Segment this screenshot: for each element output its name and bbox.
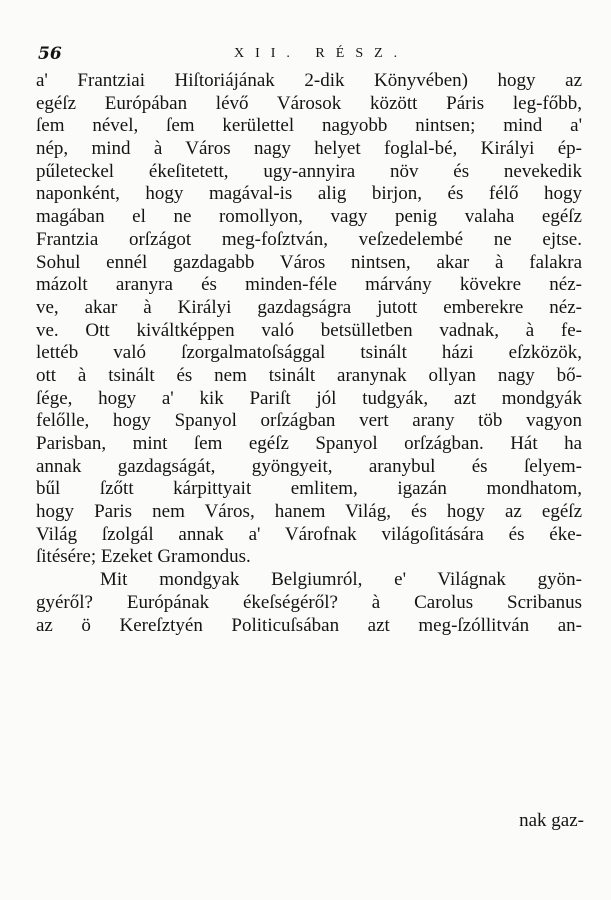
text-line: ſége, hogy a' kik Pariſt jól tudgyák, azt mondgyák (36, 387, 582, 409)
text-line: a' Frantziai Hiſtoriájának 2-dik Könyvében) hogy az (36, 70, 582, 91)
text-line: hogy Paris nem Város, hanem Világ, és hogy az egéſz (36, 501, 582, 523)
text-line: ve. Ott kiváltképpen való betsülletben vadnak, à fe- (36, 319, 582, 341)
text-line: gyéről? Európának ékeſségéről? à Carolus Scribanus (36, 591, 582, 613)
text-line: Sohul ennél gazdagabb Város nintsen, akar à falakra (36, 251, 582, 273)
text-line: annak gazdagságát, gyöngyeit, aranybul és ſelyem- (36, 455, 582, 477)
text-line: Mit mondgyak Belgiumról, e' Világnak gyön- (100, 569, 582, 591)
text-line: nép, mind à Város nagy helyet foglal-bé, Királyi ép- (36, 138, 582, 160)
page-number: 56 (38, 44, 62, 64)
text-line: pűleteckel ékeſitetett, ugy-annyira növ és nevekedik (36, 160, 582, 182)
text-line: egéſz Európában lévő Városok között Páris leg-főbb, (36, 92, 582, 114)
running-head: XII. RÉSZ. (234, 46, 409, 61)
text-line: magában el ne romollyon, vagy penig valaha egéſz (36, 206, 582, 228)
text-line: Parisban, mint ſem egéſz Spanyol orſzágban. Hát ha (36, 433, 582, 454)
text-line: ott à tsinált és nem tsinált aranynak ollyan nagy bő- (36, 364, 582, 386)
text-line: mázolt aranyra és minden-féle márvány kövekre néz- (36, 274, 582, 296)
text-line: az ö Kereſztyén Politicuſsában azt meg-ſzóllitván an- (36, 614, 582, 636)
text-line: ve, akar à Királyi gazdagságra jutott emberekre néz- (36, 296, 582, 318)
text-line: lettéb való ſzorgalmatoſsággal tsinált házi eſzközök, (36, 342, 582, 364)
text-line: felőlle, hogy Spanyol orſzágban vert arany töb vagyon (36, 410, 582, 432)
text-line: ſitésére; Ezeket Gramondus. (36, 546, 251, 568)
text-line: ſem nével, ſem kerülettel nagyobb nintsen; mind a' (36, 115, 582, 137)
text-line: Világ ſzolgál annak a' Várofnak világoſitására és éke- (36, 523, 582, 545)
body-text (36, 70, 582, 637)
page-header (38, 44, 578, 68)
text-line: naponként, hogy magával-is alig birjon, és félő hogy (36, 183, 582, 205)
text-line: bűl ſzőtt kárpittyait emlitem, igazán mondhatom, (36, 478, 582, 500)
catchword: nak gaz- (519, 810, 584, 831)
text-line: Frantzia orſzágot meg-foſztván, veſzedelembé ne ejtse. (36, 228, 582, 250)
